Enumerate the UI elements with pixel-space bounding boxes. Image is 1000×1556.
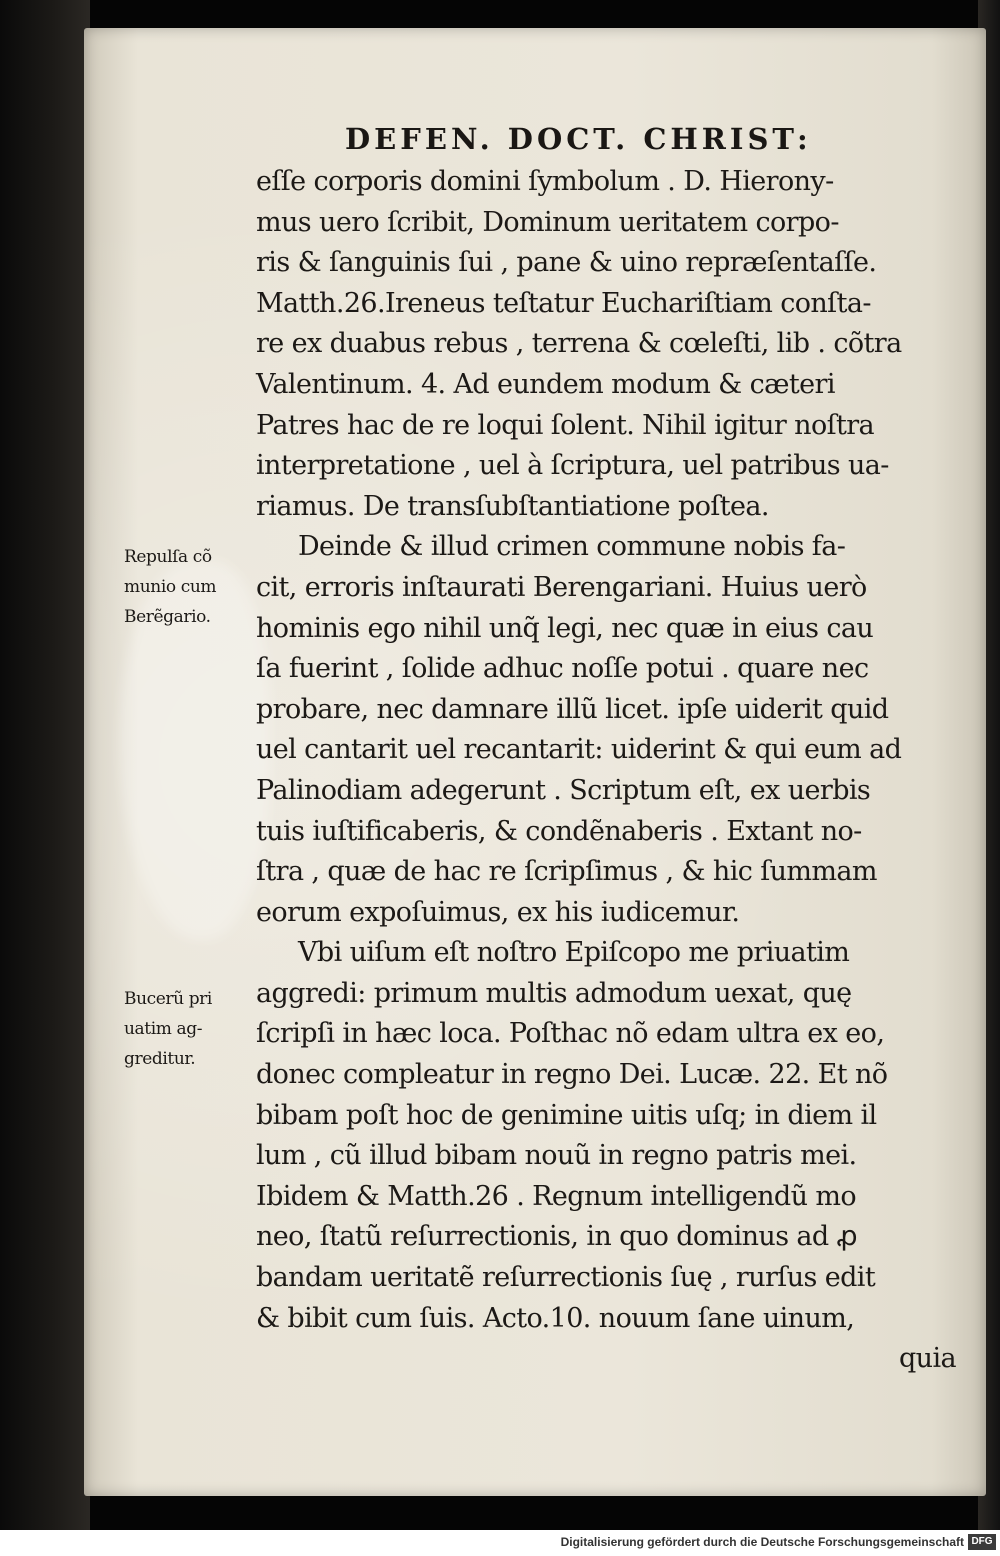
text-line: ſtra , quæ de hac re ſcripſimus , & hic ſummam: [256, 856, 877, 888]
running-head: DEFEN. DOCT. CHRIST:: [345, 122, 812, 156]
marginal-note-line: Repulſa cõ: [124, 547, 212, 567]
text-line: aggredi: primum multis admodum uexat, quę: [256, 977, 852, 1009]
text-line: Patres hac de re loqui ſolent. Nihil igitur noſtra: [256, 409, 875, 441]
text-line: Valentinum. 4. Ad eundem modum & cæteri: [256, 368, 835, 400]
marginal-note: [124, 984, 254, 1074]
text-line: bibam poſt hoc de genimine uitis uſq; in diem il: [256, 1099, 877, 1131]
text-line: bandam ueritatẽ reſurrectionis ſuę , rurſus edit: [256, 1262, 876, 1294]
text-line: riamus. De transſubſtantiatione poſtea.: [256, 490, 769, 522]
footer-bar: [0, 1530, 1000, 1556]
text-line: probare, nec damnare illũ licet. ipſe uiderit quid: [256, 693, 889, 725]
text-line: lum , cũ illud bibam nouũ in regno patris mei.: [256, 1140, 857, 1172]
body-text: [256, 162, 966, 1380]
text-line: cit, erroris inſtaurati Berengariani. Huius uerò: [256, 571, 867, 603]
book-cover-left-edge: [0, 0, 90, 1530]
funding-credit: Digitalisierung gefördert durch die Deutsche Forschungsgemeinschaft: [560, 1535, 964, 1549]
text-line: hominis ego nihil unq̃ legi, nec quæ in eius cau: [256, 612, 874, 644]
text-line: & bibit cum ſuis. Acto.10. nouum ſane uinum,: [256, 1302, 855, 1334]
text-line: mus uero ſcribit, Dominum ueritatem corpo-: [256, 206, 839, 238]
marginal-note: [124, 542, 254, 632]
marginal-note-line: greditur.: [124, 1049, 196, 1069]
text-line: donec compleatur in regno Dei. Lucæ. 22. Et nõ: [256, 1059, 888, 1091]
dfg-logo: DFG: [968, 1534, 996, 1550]
text-line: tuis iuſtificaberis, & condẽnaberis . Extant no-: [256, 815, 862, 847]
text-line: Vbi uiſum eſt noſtro Epiſcopo me priuatim: [298, 937, 850, 969]
text-line: Palinodiam adegerunt . Scriptum eſt, ex uerbis: [256, 774, 871, 806]
text-line: re ex duabus rebus , terrena & cœleſti, lib . cõtra: [256, 328, 902, 360]
text-line: Ibidem & Matth.26 . Regnum intelligendũ mo: [256, 1180, 857, 1212]
marginal-note-line: Bucerũ pri: [124, 989, 212, 1009]
text-line: ſa fuerint , ſolide adhuc noſſe potui . quare nec: [256, 653, 869, 685]
text-line: eorum expoſuimus, ex his iudicemur.: [256, 896, 740, 928]
marginal-note-line: munio cum: [124, 577, 217, 597]
marginal-note-line: uatim ag-: [124, 1019, 203, 1039]
catchword: quia: [898, 1343, 956, 1375]
text-line: ris & ſanguinis ſui , pane & uino repræſentaſſe.: [256, 247, 877, 279]
text-line: uel cantarit uel recantarit: uiderint & qui eum ad: [256, 734, 902, 766]
text-line: ſcripſi in hæc loca. Poſthac nõ edam ultra ex eo,: [256, 1018, 885, 1050]
text-line: Deinde & illud crimen commune nobis fa-: [298, 531, 846, 563]
marginal-note-line: Berẽgario.: [124, 607, 211, 627]
text-line: Matth.26.Ireneus teſtatur Euchariſtiam conſta-: [256, 287, 871, 319]
text-line: interpretatione , uel à ſcriptura, uel patribus ua-: [256, 450, 889, 482]
text-line: neo, ſtatũ reſurrectionis, in quo dominus ad ꝓ: [256, 1221, 857, 1253]
text-line: eſſe corporis domini ſymbolum . D. Hierony-: [256, 166, 834, 197]
